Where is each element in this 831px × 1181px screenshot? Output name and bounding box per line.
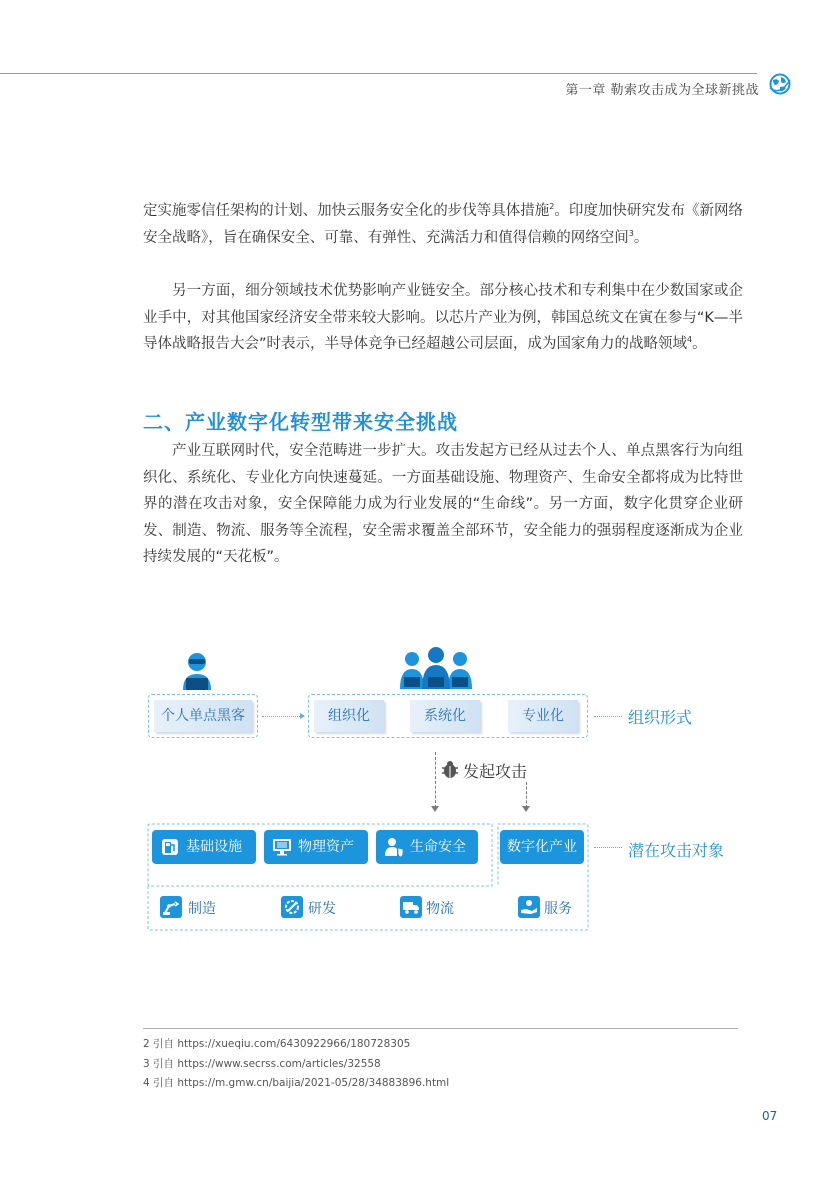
globe-logo-icon	[768, 72, 792, 96]
connector-line	[262, 716, 302, 717]
infrastructure-button	[152, 830, 256, 864]
org-item-organized: 组织化	[314, 700, 384, 732]
hand-service-icon	[518, 896, 540, 918]
pencil-gear-icon	[281, 896, 303, 918]
paragraph-2-text-2: 。	[692, 336, 707, 352]
section-title: 二、产业数字化转型带来安全挑战	[143, 410, 458, 434]
process-research: 研发	[308, 901, 336, 917]
process-logistics: 物流	[426, 901, 454, 917]
bug-icon	[440, 759, 460, 779]
paragraph-1-text-2: 。印度加快研究发布《新网络安全战略》，旨在确保安全、可靠、有弹性、充满活力和值得信赖的网络空间	[143, 203, 744, 246]
footnote-4[interactable]: 4 引自 https://m.gmw.cn/baijia/2021-05/28/34883896.html	[143, 1077, 450, 1089]
attack-arrow-line	[526, 782, 527, 808]
org-form-label: 组织形式	[628, 708, 693, 727]
chapter-title: 第一章 勒索攻击成为全球新挑战	[565, 83, 759, 98]
monitor-icon	[271, 836, 293, 858]
paragraph-2-text: 另一方面，细分领域技术优势影响产业链安全。部分核心技术和专利集中在少数国家或企业手中，对其他国家经济安全带来较大影响。以芯片产业为例，韩国总统文在寅在参与“K—半导体战略报告大会”时表示，半导体竞争已经超越公司层面，成为国家角力的战略领域	[143, 283, 743, 352]
arrow-down-icon	[522, 806, 530, 812]
launch-attack-label: 发起攻击	[463, 762, 528, 781]
connector-line	[594, 847, 622, 848]
individual-hacker-label: 个人单点黑客	[154, 700, 252, 732]
footnote-2[interactable]: 2 引自 https://xueqiu.com/6430922966/180728305	[143, 1038, 411, 1050]
paragraph-1	[143, 198, 743, 251]
truck-icon	[400, 896, 422, 918]
footnote-ref-4[interactable]: 4	[687, 335, 693, 345]
physical-assets-label: 物理资产	[298, 839, 354, 855]
arrow-down-icon	[431, 806, 439, 812]
page-number: 07	[762, 1109, 778, 1123]
process-manufacturing: 制造	[188, 901, 216, 917]
life-safety-button	[376, 830, 478, 864]
paragraph-1-text: 定实施零信任架构的计划、加快云服务安全化的步伐等具体措施	[143, 203, 550, 219]
hacker-icon	[180, 650, 214, 692]
process-service: 服务	[544, 901, 572, 917]
footnote-3[interactable]: 3 引自 https://www.secrss.com/articles/32558	[143, 1058, 381, 1070]
person-shield-icon	[383, 836, 405, 858]
paragraph-2	[143, 278, 743, 358]
attack-arrow-line	[435, 752, 436, 808]
org-item-systematic: 系统化	[410, 700, 480, 732]
digital-industry-button	[500, 830, 584, 864]
digital-industry-label: 数字化产业	[507, 839, 577, 855]
org-item-professional: 专业化	[508, 700, 578, 732]
paragraph-1-text-3: 。	[633, 229, 649, 246]
fuel-pump-icon	[159, 836, 181, 858]
connector-line	[594, 716, 622, 717]
potential-targets-label: 潜在攻击对象	[628, 841, 725, 860]
footnote-ref-2[interactable]: 2	[549, 202, 555, 212]
life-safety-label: 生命安全	[410, 839, 466, 855]
header-rule	[0, 73, 757, 74]
group-icon	[396, 645, 476, 693]
arrow-right-icon	[300, 713, 305, 719]
physical-assets-button	[264, 830, 368, 864]
infrastructure-label: 基础设施	[186, 839, 242, 855]
footnote-ref-3[interactable]: 3	[628, 228, 634, 238]
robot-arm-icon	[160, 896, 182, 918]
footnote-divider	[143, 1028, 738, 1029]
paragraph-3: 产业互联网时代，安全范畴进一步扩大。攻击发起方已经从过去个人、单点黑客行为向组织化、系统化、专业化方向快速蔓延。一方面基础设施、物理资产、生命安全都将成为比特世界的潜在攻击对象，安全保障能力成为行业发展的“生命线”。另一方面，数字化贯穿企业研发、制造、物流、服务等全流程，安全需求覆盖全部环节，安全能力的强弱程度逐渐成为企业持续发展的“天花板”。	[143, 443, 743, 565]
